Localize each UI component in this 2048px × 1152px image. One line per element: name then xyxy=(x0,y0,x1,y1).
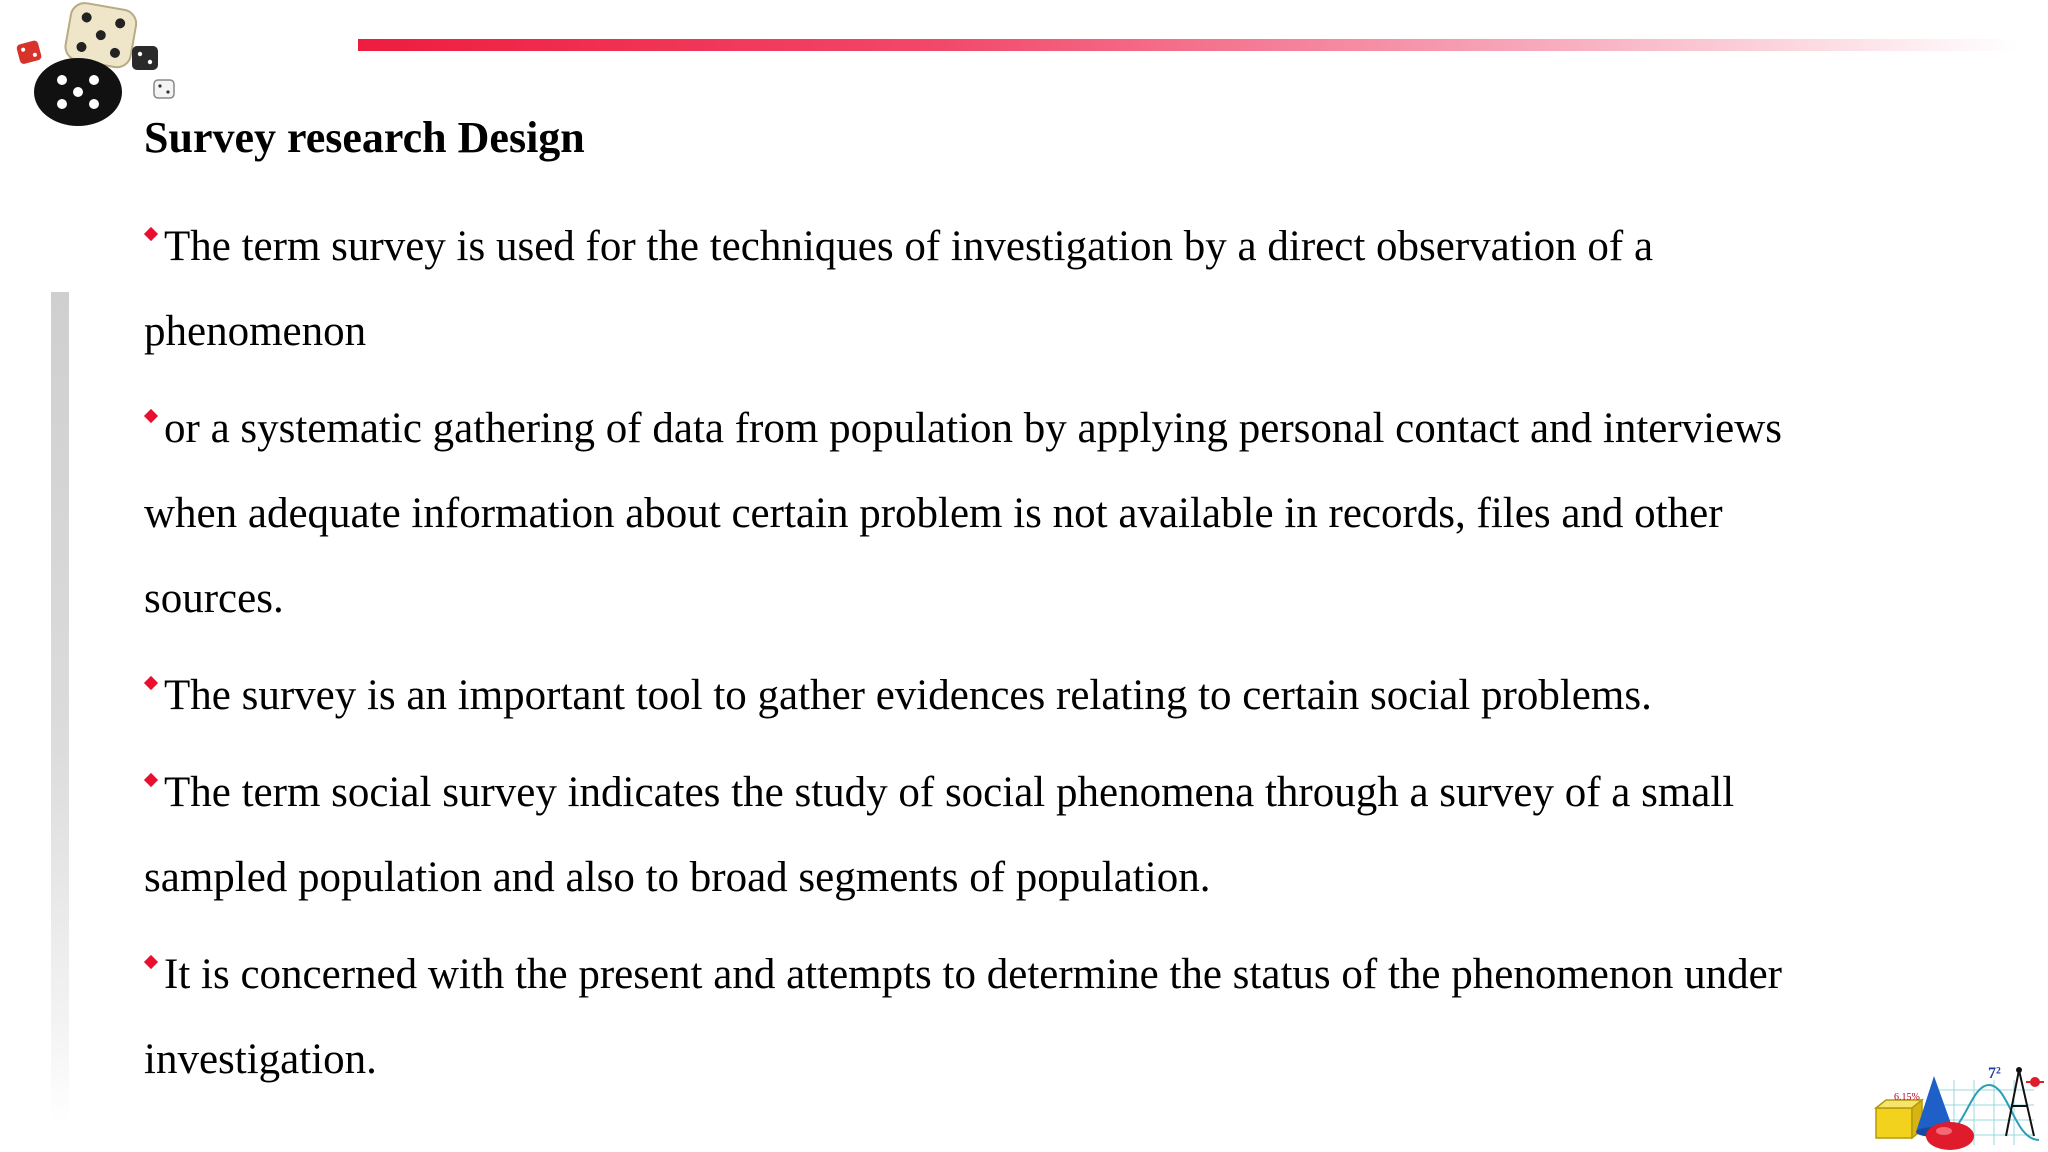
bullet-line: The survey is an important tool to gather evidences relating to certain social problems. xyxy=(164,672,1652,719)
bullet-line: sampled population and also to broad segments of population. xyxy=(144,854,1211,901)
math-shapes-icon xyxy=(1874,1060,2044,1150)
bullet-item xyxy=(144,653,1944,738)
bullet-line: or a systematic gathering of data from population by applying personal contact and interviews xyxy=(164,405,1783,452)
bullet-diamond-icon xyxy=(144,409,158,423)
bullet-item xyxy=(144,204,1944,374)
bullet-list xyxy=(144,204,1944,1114)
bullet-line: investigation. xyxy=(144,1036,377,1083)
bullet-line: The term social survey indicates the study of social phenomena through a survey of a small xyxy=(164,769,1735,816)
bullet-line: It is concerned with the present and attempts to determine the status of the phenomenon under xyxy=(164,951,1783,998)
bullet-line: The term survey is used for the techniques of investigation by a direct observation of a xyxy=(164,223,1654,270)
bullet-diamond-icon xyxy=(144,227,158,241)
bullet-diamond-icon xyxy=(144,676,158,690)
dice-icon xyxy=(10,0,180,128)
bullet-item xyxy=(144,932,1944,1102)
corner-art-percent: 6.15% xyxy=(1894,1092,1920,1103)
slide-title: Survey research Design xyxy=(144,113,585,162)
bullet-item xyxy=(144,386,1944,641)
bullet-item xyxy=(144,750,1944,920)
top-accent-bar xyxy=(358,39,2018,51)
bullet-diamond-icon xyxy=(144,955,158,969)
bullet-diamond-icon xyxy=(144,773,158,787)
corner-art-number: 7² xyxy=(1988,1065,2001,1082)
bullet-line: sources. xyxy=(144,575,284,622)
bullet-line: when adequate information about certain problem is not available in records, files and other xyxy=(144,490,1723,537)
bullet-line: phenomenon xyxy=(144,308,367,355)
left-accent-bar xyxy=(51,292,69,1122)
